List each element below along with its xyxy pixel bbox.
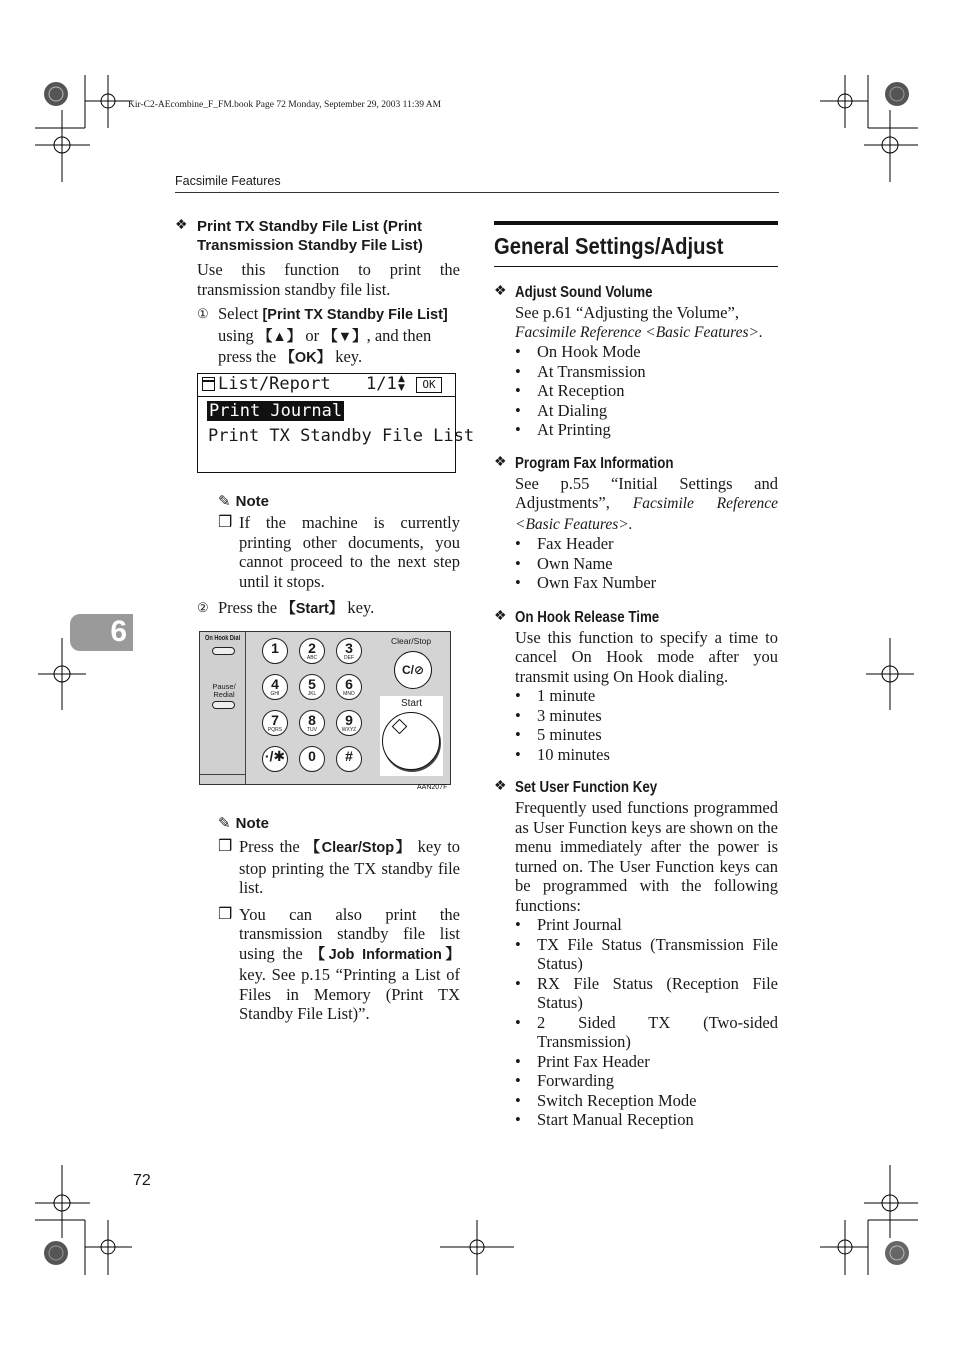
bullet-icon: •: [515, 686, 521, 705]
lcd-ok-button: OK: [416, 377, 442, 393]
note-2-item-2: ❒ You can also print the transmission standby file list using the 【Job Information】 key. See p.15 “Printing a List of Files in Memory (Print TX Standby File List)”.: [218, 904, 460, 1023]
left-column: [175, 216, 460, 369]
keypad-key: 0: [299, 746, 325, 772]
userkey-text: Frequently used functions programmed as User Function keys are shown on the menu immediately after the power is turned on. The User Function keys can be programmed with the following functions:: [515, 798, 778, 915]
bullet-icon: •: [515, 553, 521, 573]
keypad-grid: [262, 638, 372, 778]
bullet-icon: •: [515, 361, 521, 381]
bullet-icon: •: [515, 1012, 521, 1032]
checkbox-icon: ❒: [218, 838, 233, 855]
bullet-icon: •: [515, 725, 521, 744]
list-item: • Own Fax Number: [515, 573, 657, 592]
print-tx-section-title: ❖ Print TX Standby File List (Print Transmission Standby File List): [175, 217, 423, 254]
key-print-tx-standby: [Print TX Standby File List]: [262, 307, 448, 323]
keypad-key: 9 WXYZ: [336, 710, 362, 736]
diamond-bullet-icon: ❖: [494, 778, 507, 794]
keypad-key: 2 ABC: [299, 638, 325, 664]
step-1: ① Select [Print TX Standby File List] using 【▲】 or 【▼】, and then press the 【OK】 key.: [197, 304, 448, 366]
bullet-icon: •: [515, 342, 521, 361]
start-panel: [380, 696, 443, 776]
key-start: 【Start】: [281, 601, 344, 617]
checkbox-icon: ❒: [218, 905, 233, 923]
start-button: [382, 712, 440, 770]
sound-ref-1: See p.61 “Adjusting the Volume”,: [515, 303, 739, 322]
pause-redial-button: [212, 701, 235, 709]
program-title: Program Fax Information: [515, 454, 674, 472]
list-item: • At Transmission: [515, 361, 646, 381]
bullet-icon: •: [515, 1110, 521, 1129]
bullet-icon: •: [515, 973, 521, 993]
running-header: Facsimile Features: [175, 174, 281, 188]
keypad-key: #: [336, 746, 362, 772]
list-item: • Print Fax Header: [515, 1051, 650, 1071]
onhook-title: On Hook Release Time: [515, 608, 660, 626]
list-item: • 5 minutes: [515, 725, 602, 744]
sound-title: Adjust Sound Volume: [515, 284, 653, 301]
right-column: [494, 221, 778, 1130]
diamond-bullet-icon: ❖: [494, 283, 507, 299]
scroll-arrows-icon: ▲ ▼: [398, 374, 405, 393]
program-ref: See p.55 “Initial Settings and Adjustments”, Facsimile Reference <Basic Features>.: [515, 473, 778, 533]
section-heading: General Settings/Adjust: [494, 233, 724, 259]
on-hook-label: On Hook Dial: [205, 635, 241, 642]
note-1-heading: ✎ Note: [218, 492, 270, 510]
pencil-icon: ✎: [218, 492, 231, 510]
on-hook-button: [212, 647, 235, 655]
list-item: • 3 minutes: [515, 705, 602, 725]
step-2: ② Press the 【Start】 key.: [197, 598, 375, 617]
list-report-icon: [202, 377, 215, 391]
bullet-icon: •: [515, 381, 521, 400]
note-2: [218, 813, 460, 1024]
step-1-marker: ①: [197, 306, 209, 321]
diamond-bullet-icon: ❖: [494, 453, 507, 470]
diamond-bullet-icon: ❖: [175, 217, 188, 233]
diamond-bullet-icon: ❖: [494, 607, 507, 624]
keypad-key: ·/✱: [262, 746, 288, 772]
start-label: Start: [400, 698, 423, 709]
keypad-key: 5 JKL: [299, 674, 325, 700]
keypad-key: 6 MNO: [336, 674, 362, 700]
list-item: • 1 minute: [515, 686, 596, 705]
list-item: • Own Name: [515, 553, 613, 573]
keypad-key: 3 DEF: [336, 638, 362, 664]
heading-top-rule: [494, 221, 778, 225]
program-list: [515, 534, 778, 593]
program-section: [494, 454, 778, 593]
userkey-title: Set User Function Key: [515, 779, 658, 796]
sound-list: [515, 342, 778, 440]
key-down: 【▼】: [323, 328, 367, 345]
bullet-icon: •: [515, 744, 521, 764]
bullet-icon: •: [515, 934, 521, 954]
list-item: • TX File Status (Transmission File Status): [515, 934, 778, 973]
bullet-icon: •: [515, 400, 521, 420]
bullet-icon: •: [515, 534, 521, 553]
lcd-title-bar: [198, 374, 455, 397]
list-item: • At Dialing: [515, 400, 608, 420]
key-ok: 【OK】: [280, 350, 332, 366]
key-clear-stop: 【Clear/Stop】: [305, 840, 412, 856]
clear-stop-button: C/⊘: [394, 651, 432, 689]
chapter-number: 6: [110, 615, 127, 648]
header-rule: [175, 192, 779, 193]
lcd-screen: [197, 373, 475, 473]
list-item: • Forwarding: [515, 1071, 614, 1090]
list-item: • At Reception: [515, 381, 625, 400]
note-1-item: ❒ If the machine is currently printing other documents, you cannot proceed to the next step until it stops.: [218, 513, 460, 591]
sound-section: [494, 283, 778, 440]
list-item: • Print Journal: [515, 915, 622, 934]
keypad-illustration: [199, 631, 451, 785]
onhook-section: [494, 608, 778, 765]
list-item: • Start Manual Reception: [515, 1110, 694, 1129]
chapter-tab: [70, 614, 133, 651]
bullet-icon: •: [515, 1071, 521, 1090]
pencil-icon: ✎: [218, 814, 231, 832]
bullet-icon: •: [515, 705, 521, 725]
keypad-key: 4 GHI: [262, 674, 288, 700]
checkbox-icon: ❒: [218, 514, 233, 531]
lcd-item-print-tx-standby: Print TX Standby File List: [208, 426, 475, 446]
note-2-item-1: ❒ Press the 【Clear/Stop】 key to stop printing the TX standby file list.: [218, 837, 461, 897]
clear-stop-label: Clear/Stop: [391, 636, 432, 646]
bullet-icon: •: [515, 915, 521, 934]
list-item: • On Hook Mode: [515, 342, 641, 361]
list-item: • Switch Reception Mode: [515, 1090, 697, 1110]
note-1: [218, 491, 460, 591]
figure-code: AAN207F: [417, 784, 448, 791]
keypad-key: 1: [262, 638, 288, 664]
bullet-icon: •: [515, 1051, 521, 1071]
list-item: • At Printing: [515, 420, 611, 439]
keypad-key: 7 PQRS: [262, 710, 288, 736]
step-2-marker: ②: [197, 600, 209, 615]
lcd-page: 1/1: [366, 374, 397, 394]
page-number: 72: [133, 1172, 151, 1189]
bullet-icon: •: [515, 420, 521, 439]
keypad-key: 8 TUV: [299, 710, 325, 736]
note-2-heading: ✎ Note: [218, 814, 270, 832]
onhook-list: [515, 686, 778, 764]
list-item: • RX File Status (Reception File Status): [515, 973, 778, 1012]
bullet-icon: •: [515, 1090, 521, 1110]
key-up: 【▲】: [257, 328, 302, 345]
userkey-list: [515, 915, 778, 1130]
print-tx-intro: Use this function to print the transmission standby file list.: [197, 260, 460, 299]
list-item: • Fax Header: [515, 534, 614, 553]
heading-bottom-rule: [494, 266, 778, 267]
pause-redial-label: Pause/ Redial: [212, 682, 236, 699]
print-info: Kir-C2-AEcombine_F_FM.book Page 72 Monday, September 29, 2003 11:39 AM: [128, 100, 442, 110]
keypad-left-panel: [200, 632, 246, 784]
lcd-title: List/Report: [218, 374, 331, 394]
onhook-text: Use this function to specify a time to cancel On Hook mode after you transmit using On Hook dialing.: [515, 627, 778, 686]
key-job-information: 【Job Information】: [310, 946, 460, 963]
list-item: • 10 minutes: [515, 744, 610, 764]
bullet-icon: •: [515, 573, 521, 592]
userkey-section: [494, 778, 778, 1130]
sound-ref-2: Facsimile Reference <Basic Features>.: [515, 323, 763, 341]
lcd-item-print-journal: Print Journal: [209, 401, 343, 421]
list-item: • 2 Sided TX (Two-sided Transmission): [515, 1012, 778, 1051]
start-diamond-icon: [392, 719, 408, 735]
